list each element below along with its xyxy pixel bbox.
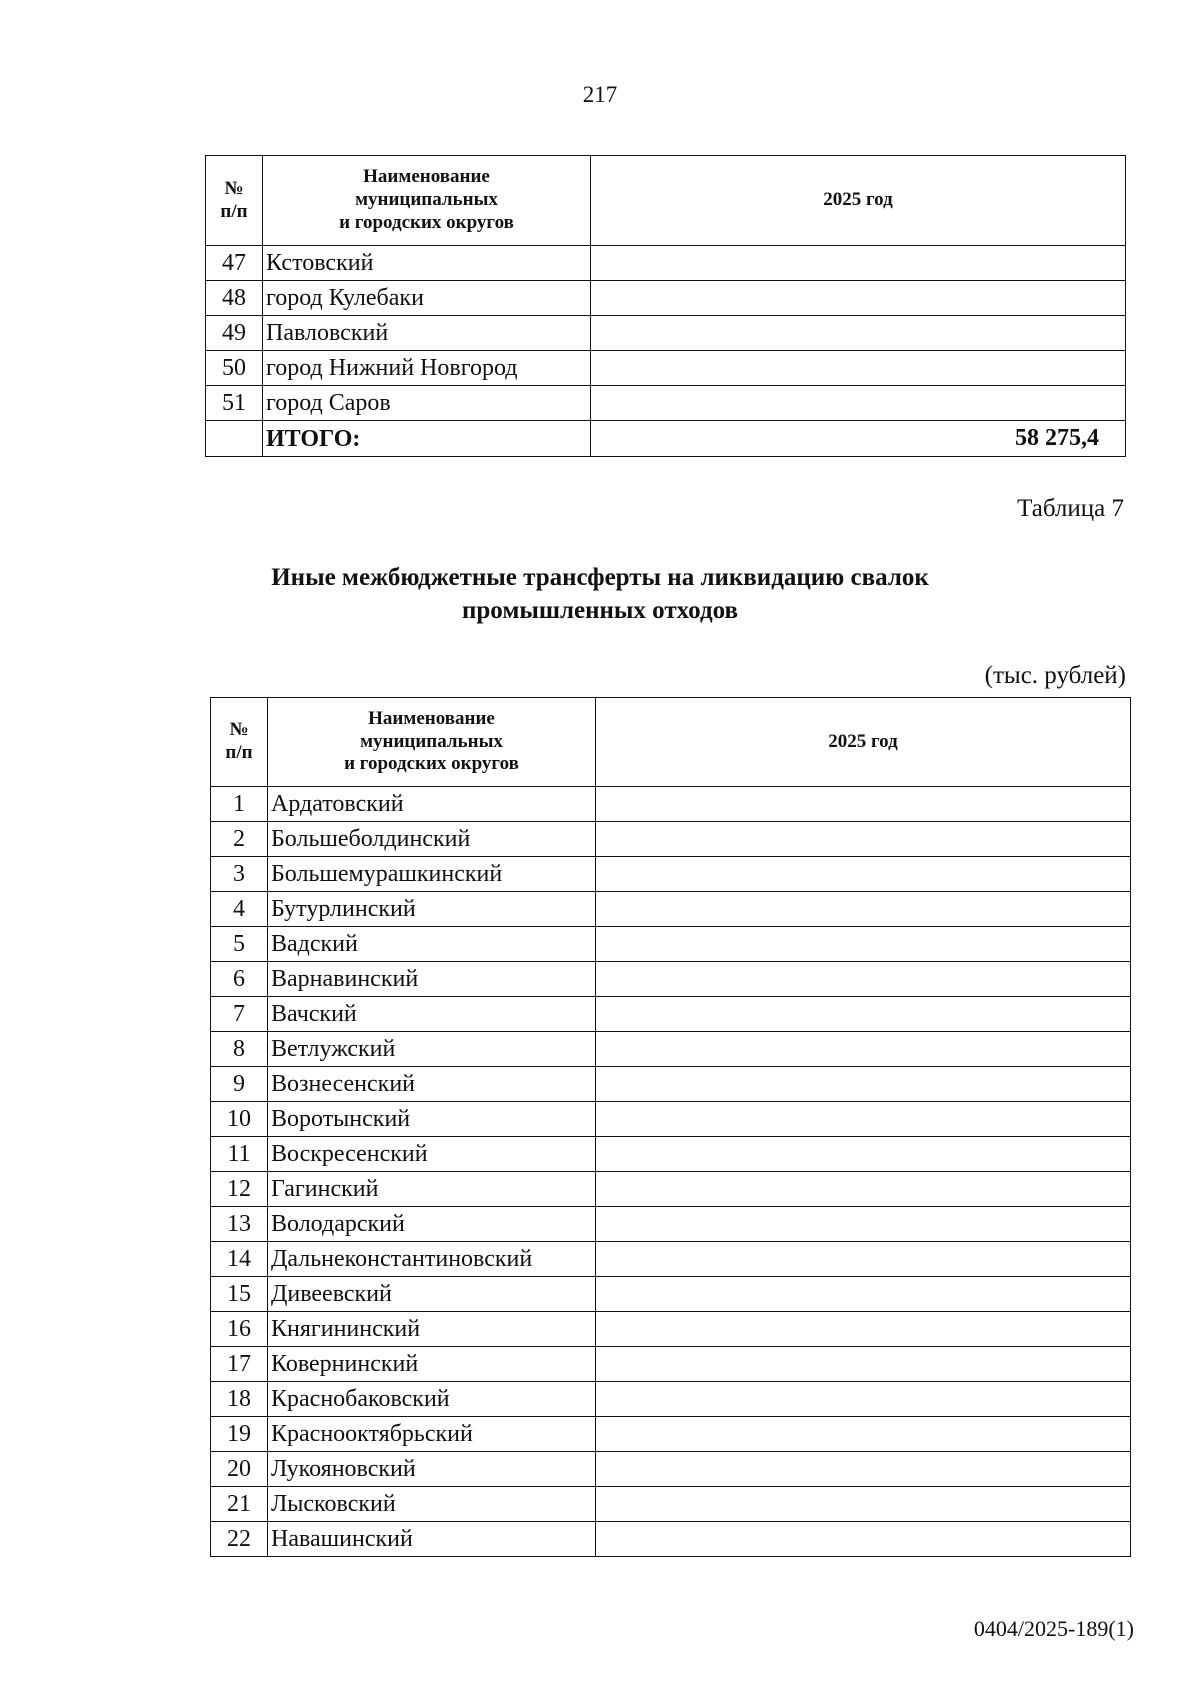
table-header-row <box>211 698 1131 787</box>
row-value <box>591 246 1126 281</box>
table-body <box>206 246 1126 421</box>
col-header-name: Наименование муниципальных и городских округов <box>268 698 596 787</box>
row-number: 2 <box>211 822 268 857</box>
row-number: 4 <box>211 892 268 927</box>
row-number: 3 <box>211 857 268 892</box>
row-value <box>596 822 1131 857</box>
row-number: 47 <box>206 246 263 281</box>
table-row <box>211 1067 1131 1102</box>
row-name: Княгининский <box>268 1312 596 1347</box>
table-row <box>211 1172 1131 1207</box>
table-row <box>211 892 1131 927</box>
row-name: город Саров <box>263 386 591 421</box>
table-row <box>211 927 1131 962</box>
unit-label: (тыс. рублей) <box>984 662 1126 689</box>
row-name: Кстовский <box>263 246 591 281</box>
row-value <box>596 1522 1131 1557</box>
row-value <box>596 892 1131 927</box>
row-value <box>596 1487 1131 1522</box>
table-transfers <box>210 697 1131 1557</box>
table-row <box>206 246 1126 281</box>
total-label: ИТОГО: <box>263 421 591 457</box>
page-number: 217 <box>582 82 618 107</box>
table-row <box>211 1382 1131 1417</box>
row-value <box>596 787 1131 822</box>
row-value <box>596 1382 1131 1417</box>
row-value <box>596 1347 1131 1382</box>
row-number: 14 <box>211 1242 268 1277</box>
row-name: Варнавинский <box>268 962 596 997</box>
table-row <box>211 1137 1131 1172</box>
row-value <box>596 1312 1131 1347</box>
row-value <box>596 962 1131 997</box>
row-value <box>591 386 1126 421</box>
row-number: 17 <box>211 1347 268 1382</box>
row-number: 15 <box>211 1277 268 1312</box>
row-name: Гагинский <box>268 1172 596 1207</box>
row-number: 49 <box>206 316 263 351</box>
table-row <box>206 316 1126 351</box>
row-value <box>596 1207 1131 1242</box>
table-row <box>211 1522 1131 1557</box>
table-row <box>211 1102 1131 1137</box>
row-name: Вачский <box>268 997 596 1032</box>
table-row <box>211 857 1131 892</box>
row-name: Дальнеконстантиновский <box>268 1242 596 1277</box>
table-title <box>0 562 1200 627</box>
row-value <box>596 1452 1131 1487</box>
row-name: Бутурлинский <box>268 892 596 927</box>
row-number: 48 <box>206 281 263 316</box>
col-header-year: 2025 год <box>596 698 1131 787</box>
document-code: 0404/2025-189(1) <box>973 1616 1134 1641</box>
col-header-year: 2025 год <box>591 156 1126 246</box>
row-value <box>596 1417 1131 1452</box>
row-number: 50 <box>206 351 263 386</box>
row-number: 8 <box>211 1032 268 1067</box>
row-number: 5 <box>211 927 268 962</box>
row-value <box>596 857 1131 892</box>
table-row <box>211 1417 1131 1452</box>
row-name: Навашинский <box>268 1522 596 1557</box>
table-row <box>211 1347 1131 1382</box>
row-number: 51 <box>206 386 263 421</box>
row-value <box>596 1242 1131 1277</box>
row-number: 22 <box>211 1522 268 1557</box>
row-name: город Нижний Новгород <box>263 351 591 386</box>
row-value <box>591 351 1126 386</box>
table-title-line-2: промышленных отходов <box>462 596 738 624</box>
table-row <box>211 962 1131 997</box>
row-number: 18 <box>211 1382 268 1417</box>
table-row <box>211 1242 1131 1277</box>
row-name: Лукояновский <box>268 1452 596 1487</box>
row-value <box>596 1137 1131 1172</box>
row-value <box>596 1067 1131 1102</box>
row-name: Воскресенский <box>268 1137 596 1172</box>
row-number: 12 <box>211 1172 268 1207</box>
row-value <box>596 1277 1131 1312</box>
table-row <box>211 1277 1131 1312</box>
row-name: Ветлужский <box>268 1032 596 1067</box>
row-name: Ковернинский <box>268 1347 596 1382</box>
col-header-num: № п/п <box>211 698 268 787</box>
row-name: Лысковский <box>268 1487 596 1522</box>
table-row <box>211 1207 1131 1242</box>
row-number: 6 <box>211 962 268 997</box>
row-name: Дивеевский <box>268 1277 596 1312</box>
table-row <box>211 1032 1131 1067</box>
row-name: Вознесенский <box>268 1067 596 1102</box>
table-row <box>206 386 1126 421</box>
row-name: Павловский <box>263 316 591 351</box>
total-row <box>206 421 1126 457</box>
table-caption: Таблица 7 <box>1017 495 1124 522</box>
row-value <box>596 997 1131 1032</box>
row-number: 10 <box>211 1102 268 1137</box>
table-row <box>211 1452 1131 1487</box>
total-num-cell <box>206 421 263 457</box>
row-value <box>591 281 1126 316</box>
row-value <box>596 1032 1131 1067</box>
row-value <box>591 316 1126 351</box>
table-body <box>211 787 1131 1557</box>
table-row <box>211 1312 1131 1347</box>
table-row <box>211 997 1131 1032</box>
table-row <box>206 351 1126 386</box>
row-number: 20 <box>211 1452 268 1487</box>
total-value: 58 275,4 <box>591 421 1126 457</box>
col-header-name: Наименование муниципальных и городских округов <box>263 156 591 246</box>
row-number: 13 <box>211 1207 268 1242</box>
row-name: Краснобаковский <box>268 1382 596 1417</box>
table-title-line-1: Иные межбюджетные трансферты на ликвидацию свалок <box>271 564 929 591</box>
row-value <box>596 1102 1131 1137</box>
row-name: Ардатовский <box>268 787 596 822</box>
row-name: Большемурашкинский <box>268 857 596 892</box>
table-row <box>211 822 1131 857</box>
row-name: Большеболдинский <box>268 822 596 857</box>
row-name: Вадский <box>268 927 596 962</box>
row-name: Володарский <box>268 1207 596 1242</box>
row-number: 9 <box>211 1067 268 1102</box>
row-number: 21 <box>211 1487 268 1522</box>
table-row <box>211 1487 1131 1522</box>
table-header-row <box>206 156 1126 246</box>
table-municipal-continued <box>205 155 1126 457</box>
col-header-num: № п/п <box>206 156 263 246</box>
row-value <box>596 927 1131 962</box>
row-number: 7 <box>211 997 268 1032</box>
row-value <box>596 1172 1131 1207</box>
row-number: 16 <box>211 1312 268 1347</box>
table-row <box>211 787 1131 822</box>
table-row <box>206 281 1126 316</box>
row-number: 1 <box>211 787 268 822</box>
row-name: город Кулебаки <box>263 281 591 316</box>
row-name: Краснооктябрьский <box>268 1417 596 1452</box>
row-name: Воротынский <box>268 1102 596 1137</box>
row-number: 11 <box>211 1137 268 1172</box>
row-number: 19 <box>211 1417 268 1452</box>
